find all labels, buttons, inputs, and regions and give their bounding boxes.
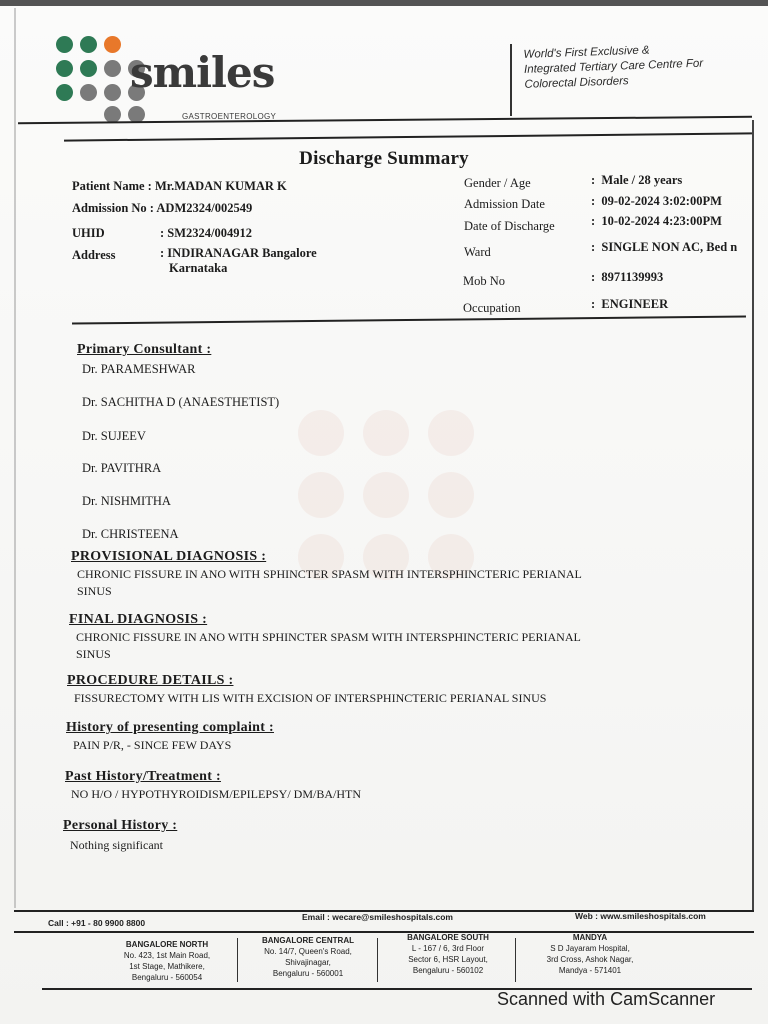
address-value: : INDIRANAGAR Bangalore Karnataka: [160, 246, 317, 275]
branch-address-line: Shivajinagar,: [285, 958, 331, 967]
info-rule: [72, 315, 746, 324]
branch-name: BANGALORE NORTH: [125, 940, 209, 949]
branch-divider: [515, 938, 516, 982]
branch-address-line: Sector 6, HSR Layout,: [408, 955, 488, 964]
history-line: PAIN P/R, - SINCE FEW DAYS: [73, 738, 232, 752]
personal-history-heading: Personal History :: [63, 818, 178, 833]
mob-value: 8971139993: [601, 270, 664, 284]
address-label: Address: [72, 248, 116, 262]
consultant-heading: Primary Consultant :: [77, 342, 212, 357]
branch-address-line: Bengaluru - 560102: [412, 966, 484, 975]
occupation-label: Occupation: [463, 301, 521, 315]
branch-mandya: [525, 932, 655, 976]
procedure-line: FISSURECTOMY WITH LIS WITH EXCISION OF INTERSPHINCTERIC PERIANAL SINUS: [74, 691, 547, 705]
uhid-value-wrap: : SM2324/004912: [160, 226, 253, 240]
patient-name-row: Patient Name : Mr.MADAN KUMAR K: [72, 179, 287, 193]
branch-name: BANGALORE SOUTH: [407, 933, 489, 942]
gender-age-label: Gender / Age: [464, 176, 531, 190]
scanner-watermark: Scanned with CamScanner: [497, 989, 716, 1009]
tagline-divider: [510, 44, 512, 116]
branch-address-line: Mandya - 571401: [558, 966, 622, 975]
address-row: [72, 248, 116, 263]
past-history-heading: Past History/Treatment :: [65, 769, 221, 784]
consultant-name: Dr. CHRISTEENA: [82, 527, 179, 541]
logo-subtitle: GASTROENTEROLOGY: [182, 112, 277, 121]
procedure-section: [67, 673, 546, 707]
footer-email: Email : wecare@smileshospitals.com: [302, 912, 453, 922]
admission-date-label: Admission Date: [464, 197, 545, 211]
ward-row: : SINGLE NON AC, Bed n: [591, 240, 738, 254]
footer-web: Web : www.smileshospitals.com: [575, 911, 706, 921]
branch-address-line: No. 423, 1st Main Road,: [123, 951, 211, 960]
address-line2: Karnataka: [169, 261, 228, 275]
branch-address-line: 1st Stage, Mathikere,: [129, 962, 205, 971]
uhid-label: UHID: [72, 226, 105, 240]
final-diagnosis-line: CHRONIC FISSURE IN ANO WITH SPHINCTER SPASM WITH INTERSPHINCTERIC PERIANAL: [76, 630, 581, 644]
admission-no-label: Admission No: [72, 201, 147, 215]
admission-no-row: Admission No : ADM2324/002549: [72, 201, 253, 215]
tagline-line: World's First Exclusive &: [523, 44, 650, 61]
branch-name: BANGALORE CENTRAL: [262, 936, 354, 945]
gender-age-row: : Male / 28 years: [591, 173, 683, 187]
branch-divider: [237, 938, 238, 982]
history-section: [66, 720, 274, 754]
consultant-name: Dr. SUJEEV: [82, 429, 146, 443]
branch-address-line: L - 167 / 6, 3rd Floor: [411, 944, 485, 953]
branch-divider: [377, 938, 378, 982]
gender-age-value: Male / 28 years: [601, 173, 683, 187]
branch-north: [102, 939, 232, 983]
smiles-logo: [52, 32, 292, 124]
ward-label: Ward: [464, 245, 491, 259]
discharge-date-label: Date of Discharge: [464, 219, 555, 233]
tagline-line: Colorectal Disorders: [524, 75, 629, 91]
branch-central: [243, 935, 373, 979]
provisional-diagnosis-line: SINUS: [77, 584, 112, 598]
occupation-row: : ENGINEER: [591, 297, 669, 311]
title-rule: [64, 132, 752, 141]
branch-address-line: S D Jayaram Hospital,: [550, 944, 630, 953]
consultant-name: Dr. PARAMESHWAR: [82, 362, 196, 376]
admission-date-value: 09-02-2024 3:02:00PM: [601, 194, 722, 208]
personal-history-line: Nothing significant: [70, 838, 163, 852]
branch-south: [383, 932, 513, 976]
tagline-line: Integrated Tertiary Care Centre For: [523, 57, 704, 76]
discharge-date-row: : 10-02-2024 4:23:00PM: [591, 214, 722, 228]
branch-address-line: Bengaluru - 560054: [131, 973, 203, 982]
page-border-right: [752, 120, 754, 910]
discharge-date-value: 10-02-2024 4:23:00PM: [601, 214, 722, 228]
consultant-name: Dr. NISHMITHA: [82, 494, 171, 508]
address-line1: INDIRANAGAR Bangalore: [167, 246, 317, 260]
branch-address-line: No. 14/7, Queen's Road,: [264, 947, 352, 956]
provisional-diagnosis-line: CHRONIC FISSURE IN ANO WITH SPHINCTER SPASM WITH INTERSPHINCTERIC PERIANAL: [77, 567, 582, 581]
final-diagnosis-line: SINUS: [76, 647, 111, 661]
final-diagnosis-section: [69, 612, 581, 663]
mob-label: Mob No: [463, 274, 506, 288]
patient-name-value: Mr.MADAN KUMAR K: [154, 179, 287, 193]
provisional-diagnosis-heading: PROVISIONAL DIAGNOSIS :: [71, 549, 267, 564]
final-diagnosis-heading: FINAL DIAGNOSIS :: [69, 612, 208, 627]
consultant-name: Dr. SACHITHA D (ANAESTHETIST): [82, 395, 280, 409]
uhid-value: SM2324/004912: [167, 226, 253, 240]
admission-no-value: ADM2324/002549: [156, 201, 253, 215]
past-history-section: [65, 769, 361, 803]
logo-wordmark: smiles: [130, 48, 275, 97]
uhid-row: [72, 226, 105, 241]
scan-edge-left: [14, 8, 16, 908]
mob-row: : 8971139993: [591, 270, 664, 284]
footer-call: Call : +91 - 80 9900 8800: [48, 918, 146, 928]
occupation-value: ENGINEER: [601, 297, 669, 311]
personal-history-section: [63, 818, 177, 854]
history-heading: History of presenting complaint :: [66, 720, 274, 735]
branch-address-line: Bengaluru - 560001: [272, 969, 344, 978]
header-tagline: [523, 40, 744, 93]
provisional-diagnosis-section: [71, 549, 582, 600]
patient-name-label: Patient Name: [72, 179, 145, 193]
admission-date-row: : 09-02-2024 3:02:00PM: [591, 194, 722, 208]
ward-value: SINGLE NON AC, Bed n: [601, 240, 738, 254]
document-title: Discharge Summary: [299, 148, 469, 169]
procedure-heading: PROCEDURE DETAILS :: [67, 673, 234, 688]
branch-name: MANDYA: [572, 933, 608, 942]
scan-edge-top: [0, 0, 768, 6]
consultant-name: Dr. PAVITHRA: [82, 461, 162, 475]
branch-address-line: 3rd Cross, Ashok Nagar,: [546, 955, 634, 964]
past-history-line: NO H/O / HYPOTHYROIDISM/EPILEPSY/ DM/BA/HTN: [71, 787, 362, 801]
